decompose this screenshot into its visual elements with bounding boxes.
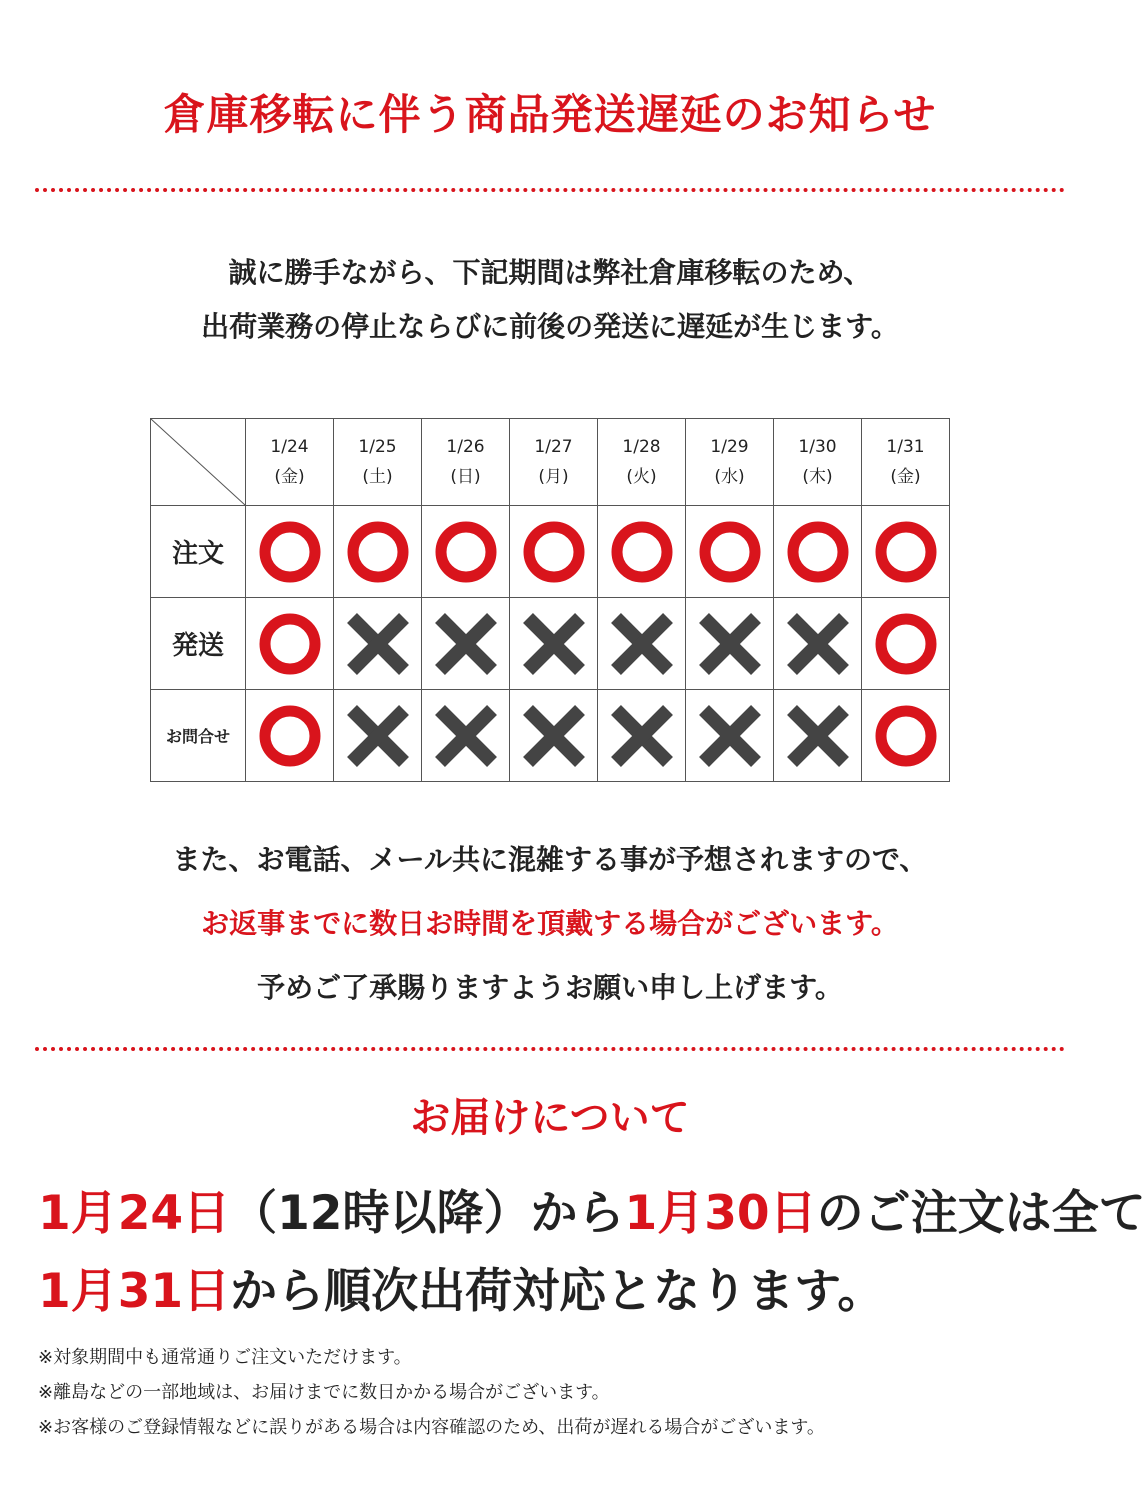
mark-cell bbox=[598, 690, 686, 782]
date-header-cell: 1/26 (日) bbox=[422, 419, 510, 506]
row-label-order: 注文 bbox=[151, 506, 246, 598]
notice-line-1: また、お電話、メール共に混雑する事が予想されますので、 bbox=[172, 843, 928, 876]
footnotes bbox=[38, 1340, 825, 1445]
mark-cell bbox=[686, 598, 774, 690]
mark-cell bbox=[334, 598, 422, 690]
delivery-start-date: 1月24日 bbox=[38, 1186, 231, 1241]
delivery-heading: お届けについて bbox=[410, 1095, 690, 1141]
circle-mark-icon bbox=[695, 517, 765, 587]
date-header-cell: 1/25 (土) bbox=[334, 419, 422, 506]
mark-cell bbox=[598, 506, 686, 598]
intro-line-1: 誠に勝手ながら、下記期間は弊社倉庫移転のため、 bbox=[228, 256, 872, 289]
cross-mark-icon bbox=[783, 609, 853, 679]
delivery-line-1 bbox=[38, 1176, 1146, 1243]
row-label-inquiry: お問合せ bbox=[151, 690, 246, 782]
mark-cell bbox=[510, 598, 598, 690]
mark-cell bbox=[510, 506, 598, 598]
mark-cell bbox=[246, 598, 334, 690]
circle-mark-icon bbox=[255, 517, 325, 587]
circle-mark-icon bbox=[255, 701, 325, 771]
notice-line-3: 予めご了承賜りますようお願い申し上げます。 bbox=[257, 971, 843, 1004]
date-header-cell: 1/30 (木) bbox=[774, 419, 862, 506]
circle-mark-icon bbox=[871, 701, 941, 771]
mark-cell bbox=[334, 690, 422, 782]
circle-mark-icon bbox=[519, 517, 589, 587]
circle-mark-icon bbox=[255, 609, 325, 679]
schedule-row-order bbox=[151, 506, 950, 598]
mark-cell bbox=[246, 506, 334, 598]
cross-mark-icon bbox=[431, 609, 501, 679]
delivery-end-date: 1月30日 bbox=[624, 1186, 817, 1241]
mark-cell bbox=[774, 506, 862, 598]
cross-mark-icon bbox=[343, 609, 413, 679]
schedule-header-row bbox=[151, 419, 950, 506]
date-header-cell: 1/27 (月) bbox=[510, 419, 598, 506]
footnote: ※離島などの一部地域は、お届けまでに数日かかる場合がございます。 bbox=[38, 1382, 610, 1403]
cross-mark-icon bbox=[343, 701, 413, 771]
cross-mark-icon bbox=[607, 609, 677, 679]
row-label-shipping: 発送 bbox=[151, 598, 246, 690]
cross-mark-icon bbox=[783, 701, 853, 771]
footnote: ※お客様のご登録情報などに誤りがある場合は内容確認のため、出荷が遅れる場合がございます。 bbox=[38, 1417, 825, 1438]
date-header-cell: 1/28 (火) bbox=[598, 419, 686, 506]
mark-cell bbox=[334, 506, 422, 598]
cross-mark-icon bbox=[695, 609, 765, 679]
mark-cell bbox=[246, 690, 334, 782]
delivery-end-note: のご注文は全て bbox=[816, 1186, 1146, 1241]
date-header-cell: 1/29 (水) bbox=[686, 419, 774, 506]
footnote: ※対象期間中も通常通りご注文いただけます。 bbox=[38, 1347, 412, 1368]
diagonal-line-icon bbox=[151, 419, 245, 505]
mark-cell bbox=[862, 506, 950, 598]
cross-mark-icon bbox=[519, 609, 589, 679]
mark-cell bbox=[686, 690, 774, 782]
mark-cell bbox=[862, 690, 950, 782]
date-header-cell: 1/24 (金) bbox=[246, 419, 334, 506]
mark-cell bbox=[686, 506, 774, 598]
circle-mark-icon bbox=[871, 517, 941, 587]
mark-cell bbox=[422, 506, 510, 598]
table-corner-cell bbox=[151, 419, 246, 506]
mark-cell bbox=[862, 598, 950, 690]
notice-line-2: お返事までに数日お時間を頂戴する場合がございます。 bbox=[201, 907, 899, 940]
page-title: 倉庫移転に伴う商品発送遅延のお知らせ bbox=[163, 90, 937, 139]
mark-cell bbox=[422, 598, 510, 690]
notice-text bbox=[0, 828, 1100, 1020]
schedule-row-inquiry bbox=[151, 690, 950, 782]
circle-mark-icon bbox=[871, 609, 941, 679]
dotted-divider-bottom bbox=[35, 1047, 1065, 1051]
mark-cell bbox=[510, 690, 598, 782]
delivery-line-2 bbox=[38, 1254, 884, 1321]
mark-cell bbox=[774, 690, 862, 782]
circle-mark-icon bbox=[783, 517, 853, 587]
date-header-cell: 1/31 (金) bbox=[862, 419, 950, 506]
cross-mark-icon bbox=[695, 701, 765, 771]
circle-mark-icon bbox=[431, 517, 501, 587]
circle-mark-icon bbox=[343, 517, 413, 587]
dotted-divider-top bbox=[35, 188, 1065, 192]
circle-mark-icon bbox=[607, 517, 677, 587]
schedule-row-shipping bbox=[151, 598, 950, 690]
mark-cell bbox=[598, 598, 686, 690]
cross-mark-icon bbox=[519, 701, 589, 771]
cross-mark-icon bbox=[607, 701, 677, 771]
mark-cell bbox=[774, 598, 862, 690]
delivery-start-note: （12時以降）から bbox=[230, 1186, 625, 1241]
schedule-table bbox=[150, 418, 950, 782]
mark-cell bbox=[422, 690, 510, 782]
intro-line-2: 出荷業務の停止ならびに前後の発送に遅延が生じます。 bbox=[201, 310, 899, 343]
delivery-ship-note: から順次出荷対応となります。 bbox=[230, 1264, 885, 1319]
intro-text bbox=[0, 246, 1100, 354]
delivery-ship-date: 1月31日 bbox=[38, 1264, 231, 1319]
cross-mark-icon bbox=[431, 701, 501, 771]
